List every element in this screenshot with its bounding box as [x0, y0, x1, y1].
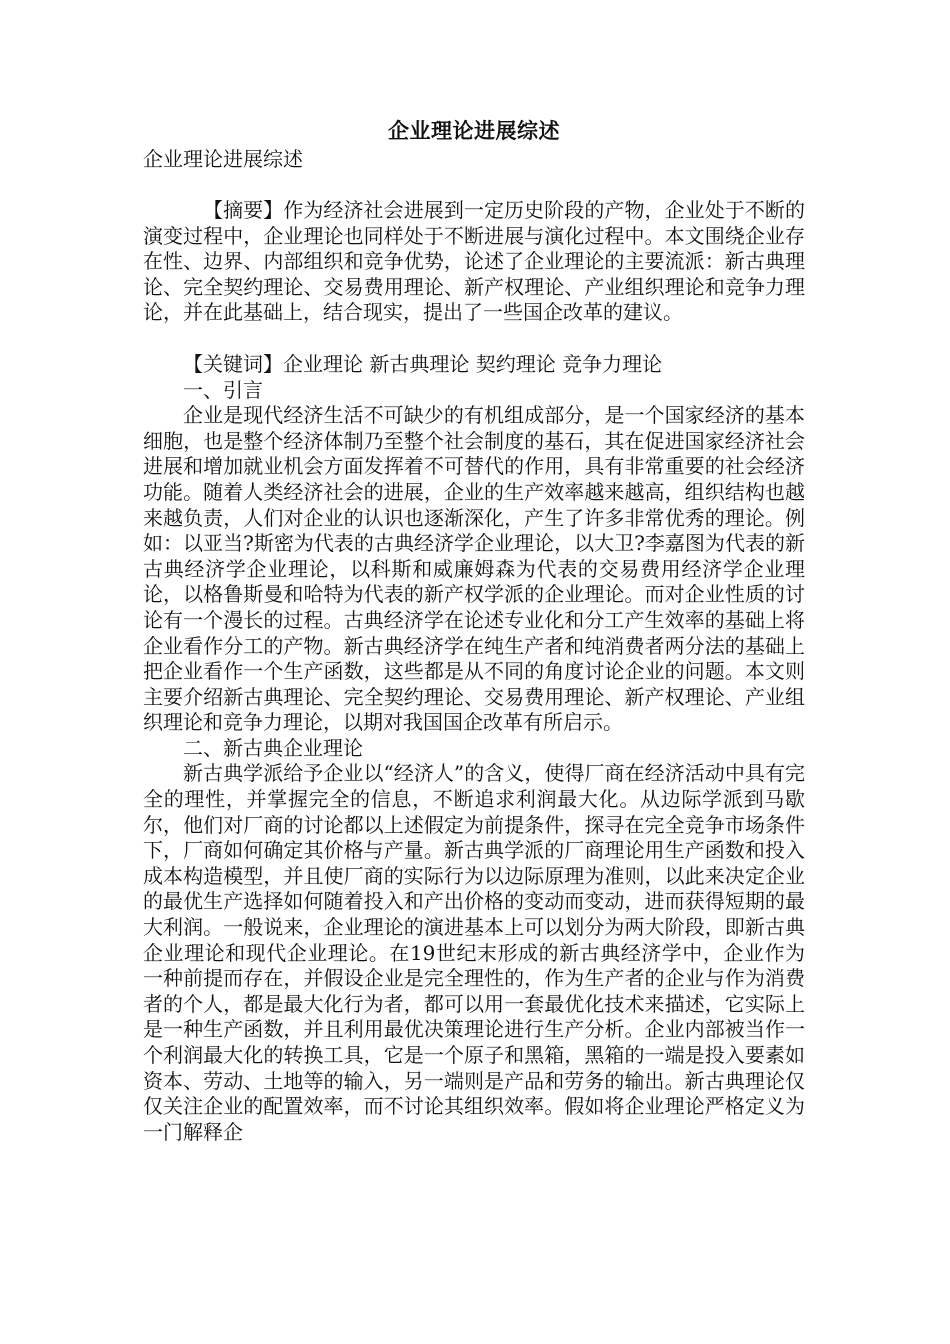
section-heading-intro: 一、引言 [183, 377, 263, 402]
document-subtitle: 企业理论进展综述 [143, 147, 303, 171]
abstract-text: 作为经济社会进展到一定历史阶段的产物，企业处于不断的演变过程中，企业理论也同样处于不断进展与演化过程中。本文围绕企业存在性、边界、内部组织和竞争优势，论述了企业理论的主要流派：新古典理论、完全契约理论、交易费用理论、新产权理论、产业组织理论和竞争力理论，并在此基础上，结合现实，提出了一些国企改革的建议。 [143, 198, 806, 325]
abstract-paragraph [143, 198, 805, 326]
keywords-label: 【关键词】 [183, 351, 283, 376]
section-heading-neoclassical: 二、新古典企业理论 [183, 735, 363, 760]
document-page [143, 118, 805, 1145]
neoclassical-paragraph: 新古典学派给予企业以“经济人”的含义，使得厂商在经济活动中具有完全的理性，并掌握完全的信息，不断追求利润最大化。从边际学派到马歇尔，他们对厂商的讨论都以上述假定为前提条件，探寻在完全竞争市场条件下，厂商如何确定其价格与产量。新古典学派的厂商理论用生产函数和投入成本构造模型，并且使厂商的实际行为以边际原理为准则，以此来决定企业的最优生产选择如何随着投入和产出价格的变动而变动，进而获得短期的最大利润。一般说来，企业理论的演进基本上可以划分为两大阶段，即新古典企业理论和现代企业理论。在19世纪末形成的新古典经济学中，企业作为一种前提而存在，并假设企业是完全理性的，作为生产者的企业与作为消费者的个人，都是最大化行为者，都可以用一套最优化技术来描述，它实际上是一种生产函数，并且利用最优决策理论进行生产分析。企业内部被当作一个利润最大化的转换工具，它是一个原子和黑箱，黑箱的一端是投入要素如资本、劳动、土地等的输入，另一端则是产品和劳务的输出。新古典理论仅仅关注企业的配置效率，而不讨论其组织效率。假如将企业理论严格定义为一门解释企 [143, 761, 805, 1144]
keywords-text: 企业理论 新古典理论 契约理论 竞争力理论 [283, 351, 663, 376]
document-title: 企业理论进展综述 [388, 118, 560, 143]
keywords-line [143, 352, 805, 378]
abstract-label: 【摘要】 [203, 198, 284, 222]
blank-line [143, 172, 805, 198]
intro-paragraph: 企业是现代经济生活不可缺少的有机组成部分，是一个国家经济的基本细胞，也是整个经济体制乃至整个社会制度的基石，其在促进国家经济社会进展和增加就业机会方面发挥着不可替代的作用，具有非常重要的社会经济功能。随着人类经济社会的进展，企业的生产效率越来越高，组织结构也越来越负责，人们对企业的认识也逐渐深化，产生了许多非常优秀的理论。例如：以亚当?斯密为代表的古典经济学企业理论，以大卫?李嘉图为代表的新古典经济学企业理论，以科斯和威廉姆森为代表的交易费用经济学企业理论，以格鲁斯曼和哈特为代表的新产权学派的企业理论。而对企业性质的讨论有一个漫长的过程。古典经济学在论述专业化和分工产生效率的基础上将企业看作分工的产物。新古典经济学在纯生产者和纯消费者两分法的基础上把企业看作一个生产函数，这些都是从不同的角度讨论企业的问题。本文则主要介绍新古典理论、完全契约理论、交易费用理论、新产权理论、产业组织理论和竞争力理论，以期对我国国企改革有所启示。 [143, 403, 805, 735]
blank-line [143, 326, 805, 352]
